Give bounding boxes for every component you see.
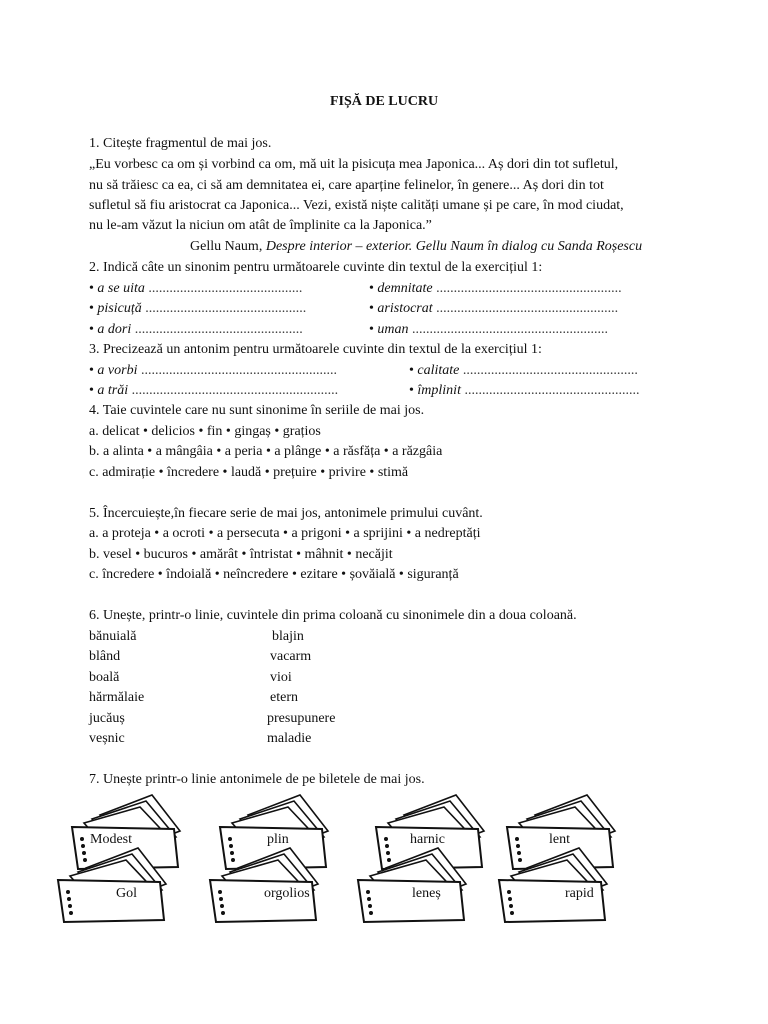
ticket-word: Gol: [116, 886, 137, 901]
ex2-word: a se uita: [97, 281, 145, 296]
ex4-series[interactable]: b. a alinta • a mângâia • a peria • a plânge • a răsfăța • a răzgâia: [89, 444, 443, 459]
ex1-text-line: nu să trăiesc ca ea, ci să am demnitatea ei, care aparține felinelor, în genere... Aș dori din tot: [89, 178, 604, 193]
ex3-word: a vorbi: [97, 363, 138, 378]
answer-blank[interactable]: .....................................................: [436, 281, 622, 296]
ex6-right-word[interactable]: presupunere: [267, 711, 336, 726]
ex2-word: pisicuță: [97, 301, 142, 316]
page-title: FIȘĂ DE LUCRU: [329, 94, 439, 109]
ex5-series[interactable]: b. vesel • bucuros • amărât • întristat • mâhnit • necăjit: [89, 547, 393, 562]
ex5-series[interactable]: a. a proteja • a ocroti • a persecuta • a prigoni • a sprijini • a nedreptăți: [89, 526, 481, 541]
ex3-item: • a vorbi ........................................................: [89, 363, 337, 378]
ticket-word: lent: [549, 832, 570, 847]
ex6-right-word[interactable]: blajin: [272, 629, 304, 644]
ex3-item: • împlinit ..................................................: [409, 383, 640, 398]
answer-blank[interactable]: ........................................................: [140, 363, 337, 378]
ex3-item: • calitate ..................................................: [409, 363, 638, 378]
citation-author: Gellu Naum,: [190, 239, 266, 254]
answer-blank[interactable]: ................................................: [134, 322, 303, 337]
ex6-right-word[interactable]: etern: [270, 690, 298, 705]
ticket-card[interactable]: [497, 846, 607, 916]
ex6-left-word[interactable]: blând: [89, 649, 121, 664]
ticket-word: orgolios: [264, 886, 310, 901]
ticket-card[interactable]: [56, 846, 166, 916]
ex2-word: aristocrat: [377, 301, 433, 316]
answer-blank[interactable]: ....................................................: [436, 301, 619, 316]
ex5-series[interactable]: c. încredere • îndoială • neîncredere • ezitare • șovăială • siguranță: [89, 567, 459, 582]
ex2-word: uman: [377, 322, 409, 337]
ex6-heading: 6. Unește, printr-o linie, cuvintele din prima coloană cu sinonimele din a doua coloană.: [89, 608, 577, 623]
ex3-word: a trăi: [97, 383, 129, 398]
ex3-word: împlinit: [417, 383, 461, 398]
ex2-word: a dori: [97, 322, 132, 337]
ex4-series[interactable]: c. admirație • încredere • laudă • prețuire • privire • stimă: [89, 465, 409, 480]
ex2-heading: 2. Indică câte un sinonim pentru următoarele cuvinte din textul de la exercițiul 1:: [89, 260, 543, 275]
answer-blank[interactable]: ........................................................: [412, 322, 609, 337]
ex3-heading: 3. Precizează un antonim pentru următoarele cuvinte din textul de la exercițiul 1:: [89, 342, 542, 357]
citation-source: Despre interior – exterior. Gellu Naum în dialog cu Sanda Roșescu: [265, 239, 643, 254]
ex2-item: • a se uita ............................................: [89, 281, 303, 296]
answer-blank[interactable]: ............................................: [148, 281, 303, 296]
ex6-right-word[interactable]: vioi: [270, 670, 292, 685]
ticket-word: Modest: [90, 832, 132, 847]
ex2-item: • a dori ................................................: [89, 322, 303, 337]
ex1-text-line: nu le-am văzut la niciun om atât de împlinite ca la Japonica.”: [89, 218, 432, 233]
ex1-text-line: „Eu vorbesc ca om și vorbind ca om, mă uit la pisicuța mea Japonica... Aș dori din tot sufletul,: [89, 157, 619, 172]
ex6-left-word[interactable]: jucăuș: [89, 711, 125, 726]
ticket-word: leneș: [412, 886, 441, 901]
ticket-icon: [56, 846, 168, 926]
ex6-right-word[interactable]: maladie: [267, 731, 312, 746]
answer-blank[interactable]: ..................................................: [462, 363, 638, 378]
ex7-heading: 7. Unește printr-o linie antonimele de pe biletele de mai jos.: [89, 772, 425, 787]
ex4-series[interactable]: a. delicat • delicios • fin • gingaș • grațios: [89, 424, 321, 439]
ex6-left-word[interactable]: veșnic: [89, 731, 125, 746]
ticket-word: plin: [267, 832, 289, 847]
ex2-word: demnitate: [377, 281, 433, 296]
ex3-word: calitate: [417, 363, 460, 378]
ex1-heading: 1. Citește fragmentul de mai jos.: [89, 136, 272, 151]
ticket-word: harnic: [410, 832, 445, 847]
ex5-heading: 5. Încercuiește,în fiecare serie de mai jos, antonimele primului cuvânt.: [89, 506, 483, 521]
ex2-item: • uman ........................................................: [369, 322, 609, 337]
ex6-left-word[interactable]: boală: [89, 670, 120, 685]
ticket-card[interactable]: [356, 846, 466, 916]
ticket-word: rapid: [565, 886, 594, 901]
ex2-item: • demnitate .....................................................: [369, 281, 622, 296]
ex6-left-word[interactable]: hărmălaie: [89, 690, 145, 705]
answer-blank[interactable]: ..............................................: [145, 301, 307, 316]
ex2-item: • pisicuță ..............................................: [89, 301, 307, 316]
ex4-heading: 4. Taie cuvintele care nu sunt sinonime în seriile de mai jos.: [89, 403, 425, 418]
ex2-item: • aristocrat ....................................................: [369, 301, 619, 316]
ex6-left-word[interactable]: bănuială: [89, 629, 137, 644]
ex3-item: • a trăi ...........................................................: [89, 383, 339, 398]
answer-blank[interactable]: ...........................................................: [131, 383, 339, 398]
ex1-citation: [190, 237, 642, 257]
ex1-text-line: sufletul să fiu aristocrat ca Japonica... Vezi, există niște calități umane și pe care, în mod ciudat,: [89, 198, 624, 213]
ticket-card[interactable]: [208, 846, 318, 916]
ex6-right-word[interactable]: vacarm: [270, 649, 312, 664]
answer-blank[interactable]: ..................................................: [464, 383, 640, 398]
